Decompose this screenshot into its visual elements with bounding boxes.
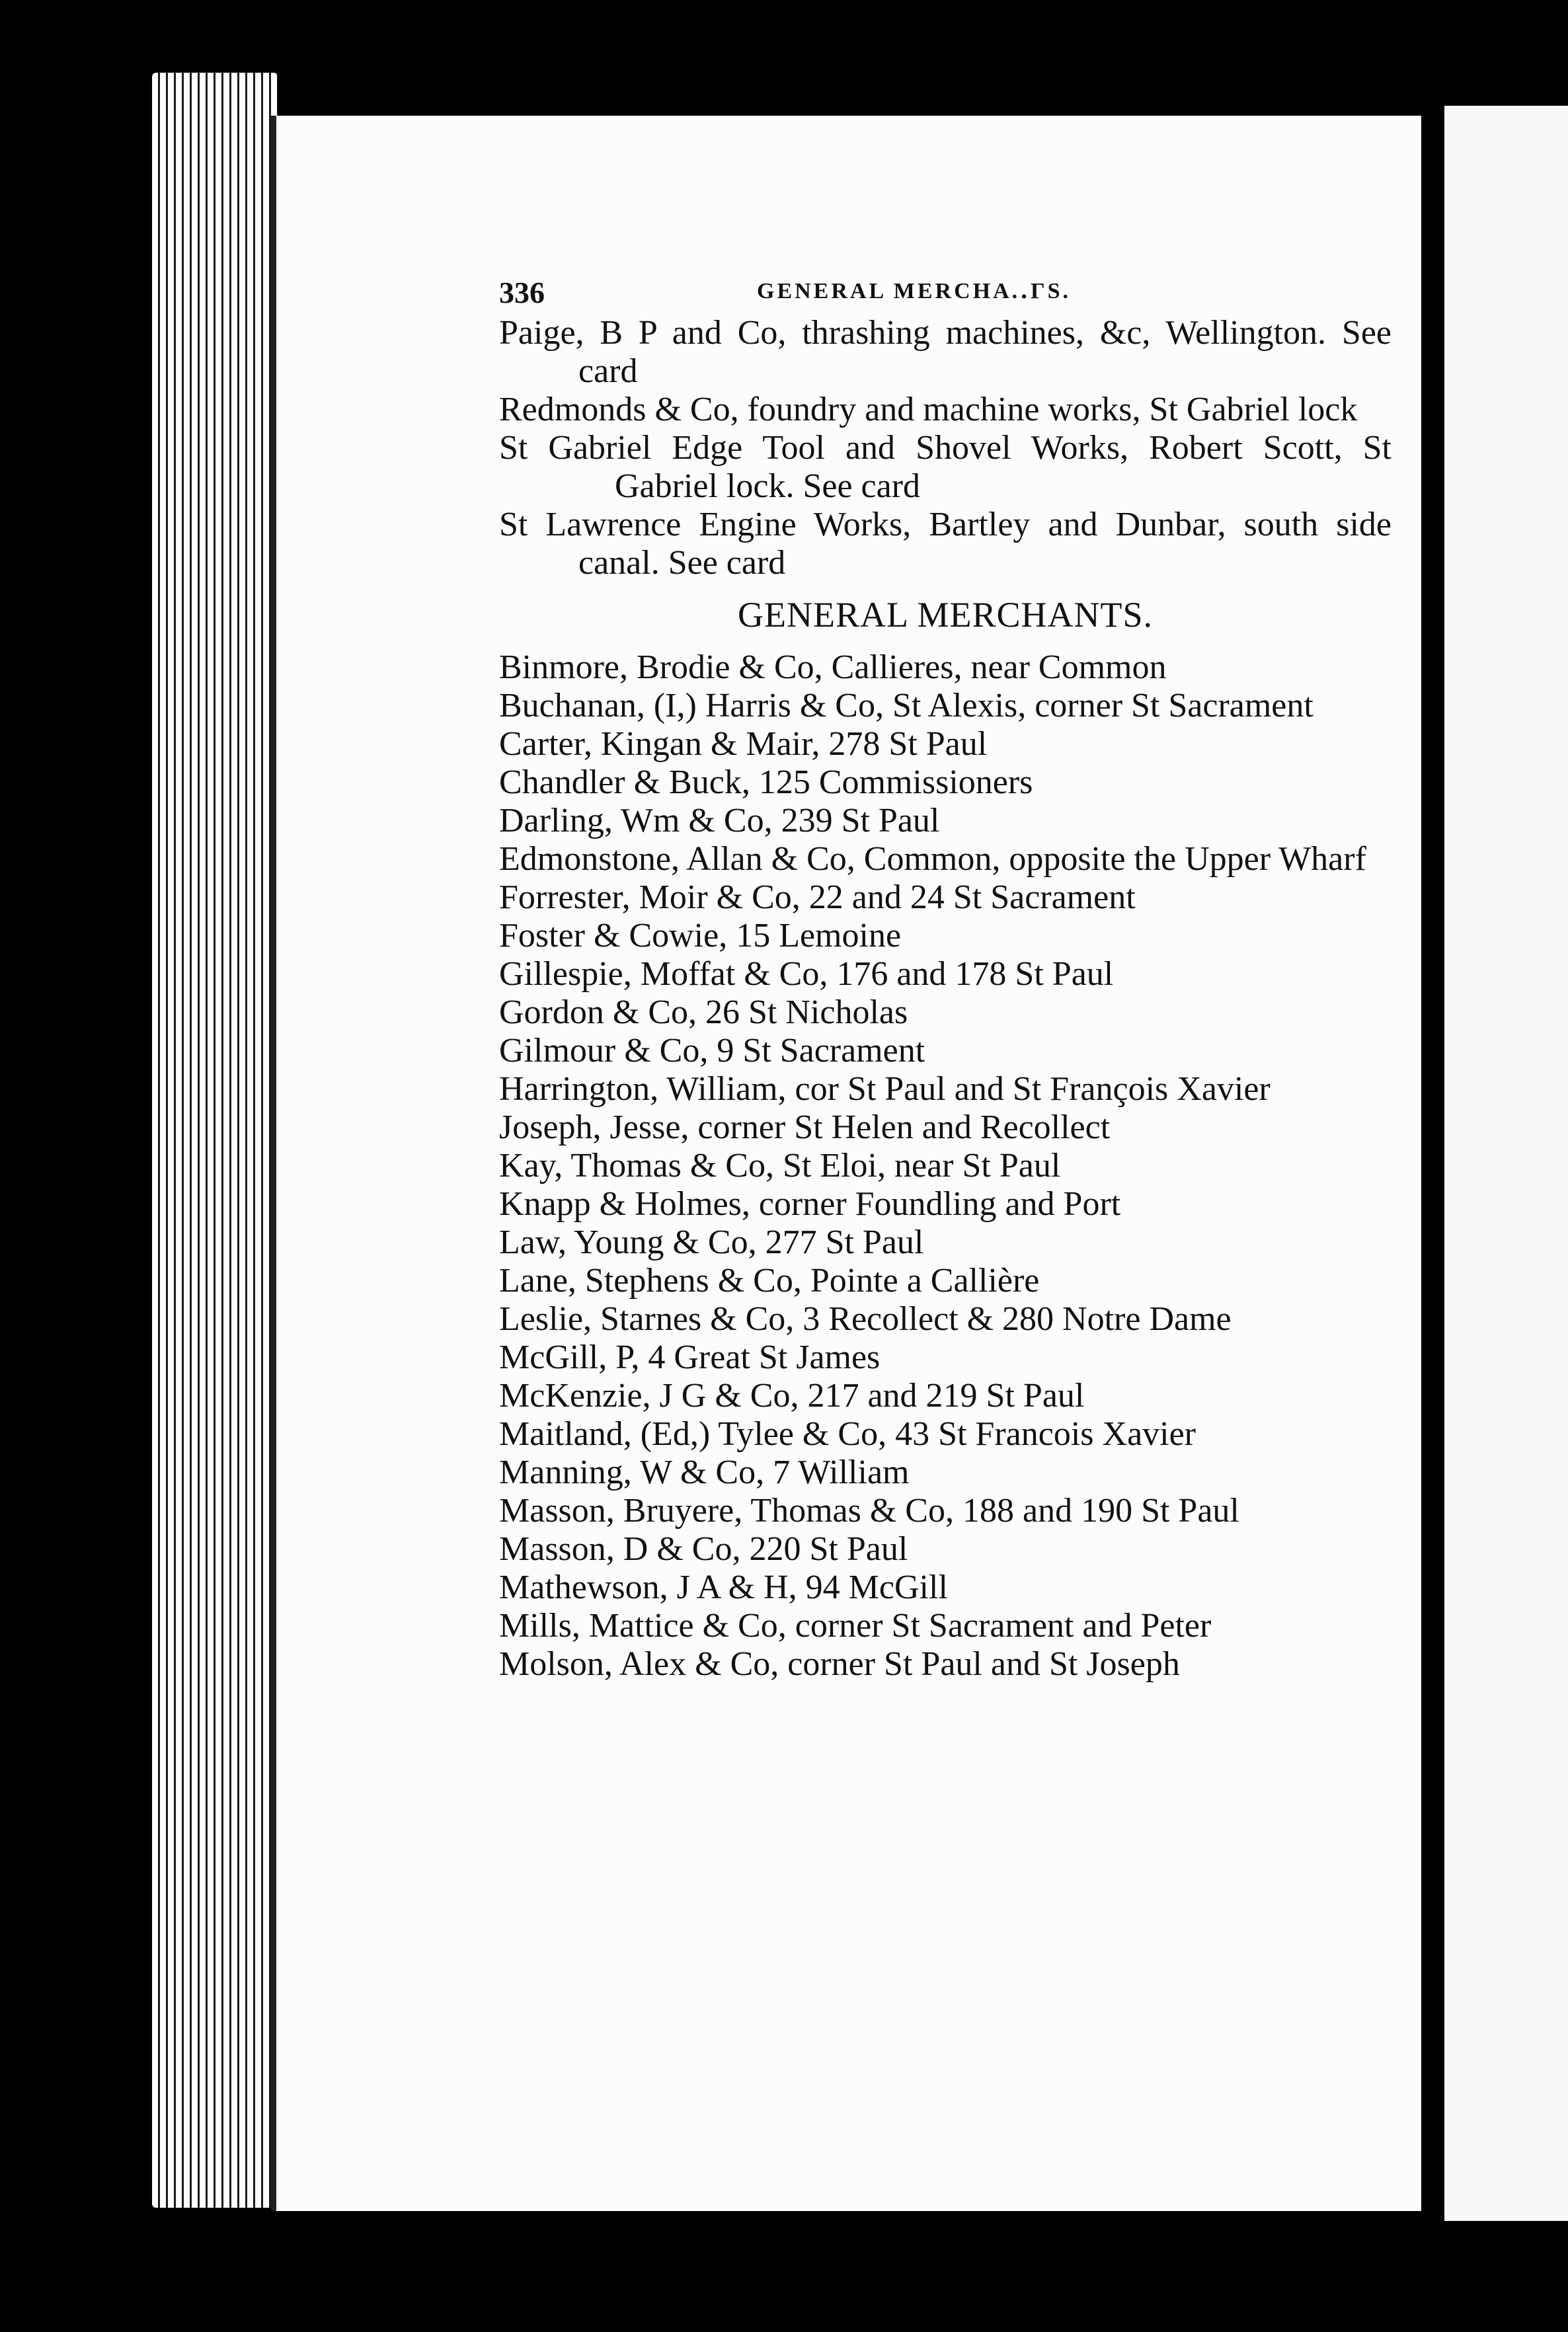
list-item: Manning, W & Co, 7 William	[499, 1454, 910, 1491]
list-item: Knapp & Holmes, corner Foundling and Port	[499, 1185, 1121, 1223]
list-item: Maitland, (Ed,) Tylee & Co, 43 St Francois Xavier	[499, 1415, 1196, 1453]
list-item: Carter, Kingan & Mair, 278 St Paul	[499, 725, 988, 763]
list-item: Darling, Wm & Co, 239 St Paul	[499, 802, 940, 839]
list-item: Mathewson, J A & H, 94 McGill	[499, 1569, 948, 1606]
list-item: Chandler & Buck, 125 Commissioners	[499, 763, 1033, 801]
page-number: 336	[499, 276, 545, 309]
list-item: Molson, Alex & Co, corner St Paul and St Joseph	[499, 1645, 1180, 1683]
page-edges	[152, 73, 278, 2208]
list-item: Paige, B P and Co, thrashing machines, &c, Wellington. See card	[499, 314, 1392, 390]
list-item: Edmonstone, Allan & Co, Common, opposite the Upper Wharf	[499, 840, 1366, 878]
list-item: Harrington, William, cor St Paul and St François Xavier	[499, 1070, 1271, 1108]
list-item: Kay, Thomas & Co, St Eloi, near St Paul	[499, 1147, 1061, 1185]
running-title: GENERAL MERCHA.․ΓS.	[757, 279, 1072, 303]
section-heading: GENERAL MERCHANTS.	[737, 595, 1153, 635]
list-item: McKenzie, J G & Co, 217 and 219 St Paul	[499, 1377, 1085, 1415]
list-item: Forrester, Moir & Co, 22 and 24 St Sacrament	[499, 878, 1136, 916]
text-block	[499, 264, 1392, 1684]
list-item: St Lawrence Engine Works, Bartley and Dunbar, south side canal. See card	[499, 506, 1392, 582]
list-item: Joseph, Jesse, corner St Helen and Recollect	[499, 1108, 1111, 1146]
list-item: Foster & Cowie, 15 Lemoine	[499, 917, 902, 954]
top-entries-list	[499, 314, 1392, 582]
list-item: Leslie, Starnes & Co, 3 Recollect & 280 Notre Dame	[499, 1300, 1232, 1338]
list-item: Gordon & Co, 26 St Nicholas	[499, 993, 908, 1031]
list-item: Law, Young & Co, 277 St Paul	[499, 1224, 924, 1261]
list-item: Mills, Mattice & Co, corner St Sacrament and Peter	[499, 1607, 1212, 1645]
list-item: Masson, Bruyere, Thomas & Co, 188 and 190 St Paul	[499, 1492, 1239, 1530]
list-item: Redmonds & Co, foundry and machine works, St Gabriel lock	[499, 391, 1358, 428]
list-item: St Gabriel Edge Tool and Shovel Works, Robert Scott, St Gabriel lock. See card	[499, 429, 1392, 505]
facing-page	[1444, 106, 1568, 2221]
running-head	[499, 264, 1392, 314]
list-item: Buchanan, (I,) Harris & Co, St Alexis, corner St Sacrament	[499, 687, 1313, 724]
list-item: Masson, D & Co, 220 St Paul	[499, 1530, 908, 1568]
list-item: McGill, P, 4 Great St James	[499, 1339, 881, 1376]
list-item: Gilmour & Co, 9 St Sacrament	[499, 1032, 925, 1069]
list-item: Gillespie, Moffat & Co, 176 and 178 St Paul	[499, 955, 1114, 993]
list-item: Lane, Stephens & Co, Pointe a Callière	[499, 1262, 1040, 1300]
page-gutter	[1421, 106, 1438, 2228]
merchants-list	[499, 648, 1392, 1684]
list-item: Binmore, Brodie & Co, Callieres, near Common	[499, 648, 1167, 686]
